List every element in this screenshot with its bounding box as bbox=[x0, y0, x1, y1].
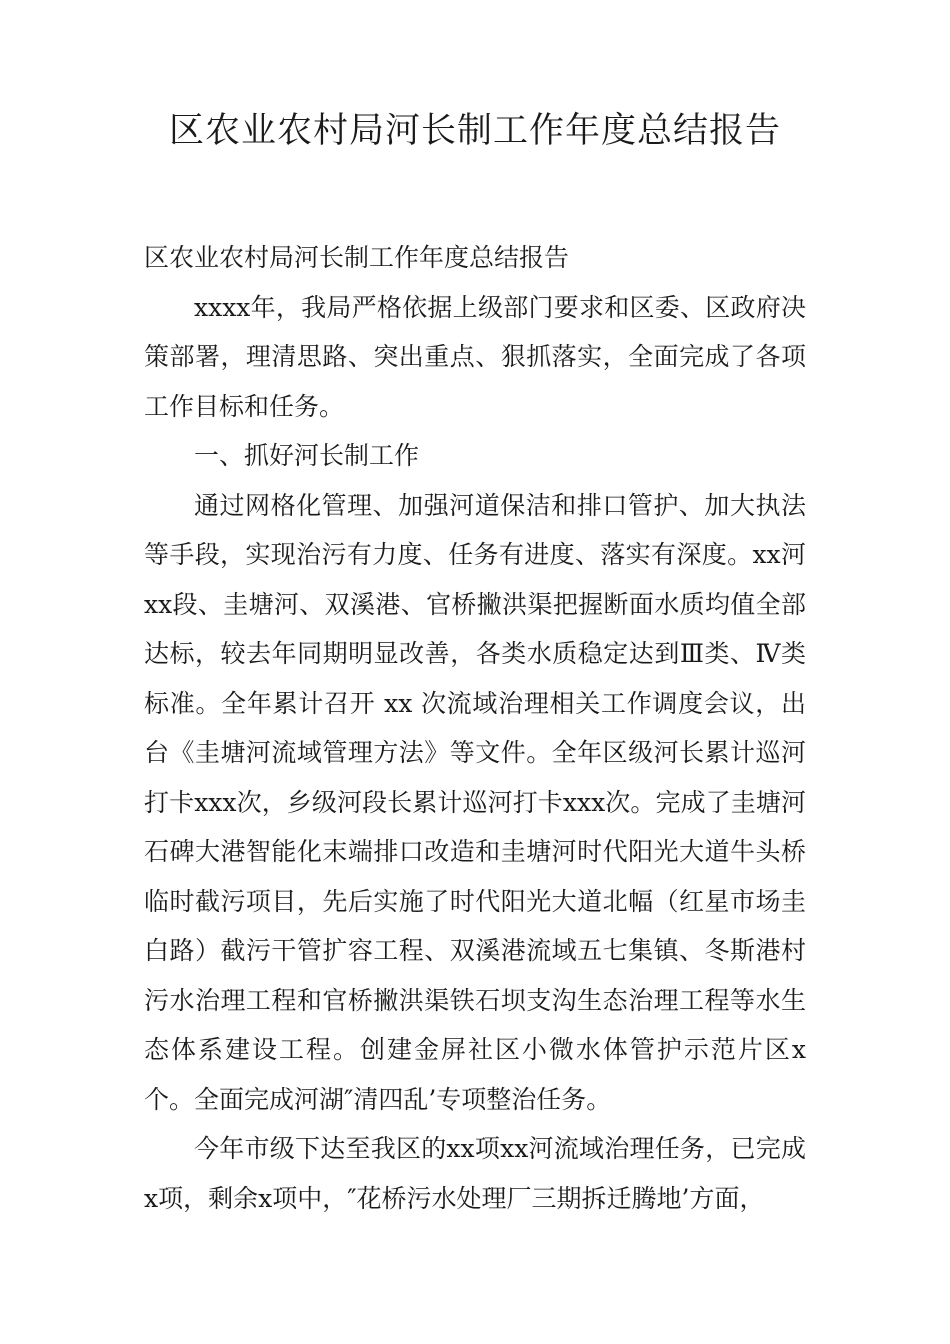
paragraph-river-chief-work: 通过网格化管理、加强河道保洁和排口管护、加大执法等手段，实现治污有力度、任务有进度、落实有深度。xx河xx段、圭塘河、双溪港、官桥撇洪渠把握断面水质均值全部达标，较去年同期明显改善，各类水质稳定达到Ⅲ类、Ⅳ类标准。全年累计召开 xx 次流域治理相关工作调度会议，出台《圭塘河流域管理方法》等文件。全年区级河长累计巡河打卡xxx次，乡级河段长累计巡河打卡xxx次。完成了圭塘河石碑大港智能化末端排口改造和圭塘河时代阳光大道牛头桥临时截污项目，先后实施了时代阳光大道北幅（红星市场圭白路）截污干管扩容工程、双溪港流域五七集镇、冬斯港村污水治理工程和官桥撇洪渠铁石坝支沟生态治理工程等水生态体系建设工程。创建金屏社区小微水体管护示范片区x个。全面完成河湖″清四乱’专项整治任务。 bbox=[144, 490, 806, 1114]
section-heading-1: 一、抓好河长制工作 bbox=[194, 441, 420, 470]
paragraph-city-tasks: 今年市级下达至我区的xx项xx河流域治理任务，已完成x项，剩余x项中，″花桥污水处理厂三期拆迁腾地’方面， bbox=[144, 1134, 806, 1213]
document-body bbox=[144, 233, 806, 1223]
document-subtitle: 区农业农村局河长制工作年度总结报告 bbox=[144, 243, 570, 272]
paragraph-intro: xxxx年，我局严格依据上级部门要求和区委、区政府决策部署，理清思路、突出重点、狠抓落实，全面完成了各项工作目标和任务。 bbox=[144, 292, 806, 421]
document-title: 区农业农村局河长制工作年度总结报告 bbox=[168, 111, 781, 151]
